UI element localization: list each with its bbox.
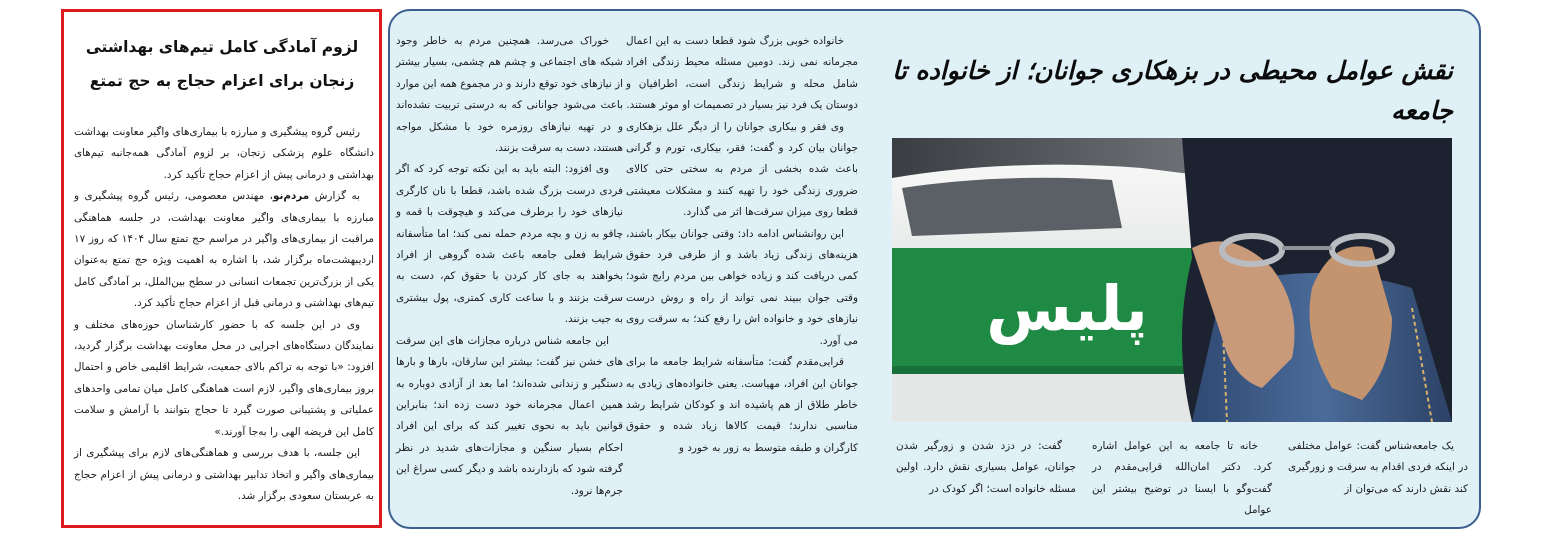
side-article-box (61, 9, 382, 528)
report-rest: ، مهندس معصومی، رئیس گروه پیشگیری و مبارزه با بیماری‌های واگیر معاونت بهداشت، در جلسه هماهنگی مراقبت از بیماری‌های واگیر در مراسم حج تمتع سال ۱۴۰۴ که روز ۱۷ اردیبهشت‌ماه برگزار شد، با اشاره به اهمیت ویژه حج تمتع به‌عنوان یکی از بزرگ‌ترین تجمعات انسانی در سطح بین‌الملل، بر آمادگی کامل تیم‌های بهداشتی و درمانی قبل از اعزام حجاج تأکید کرد. (74, 190, 375, 310)
article-paragraph: وی فقر و بیکاری جوانان را از دیگر علل بزهکاری جوانان بیان کرد و گفت: فقر، بیکاری، تورم و گرانی باعث شده بخشی از مردم به سختی حتی کالای ضروری زندگی خود را تهیه کنند و مشکلات معیشتی قطعا روی میزان سرقت‌ها اثر می گذارد. (626, 120, 858, 219)
intro-column-middle (1092, 436, 1272, 522)
photo-illustration (892, 138, 1452, 422)
side-paragraph: رئیس گروه پیشگیری و مبارزه با بیماری‌های واگیر معاونت بهداشت دانشگاه علوم پزشکی زنجان، بر لزوم آمادگی همه‌جانبه تیم‌های بهداشتی و درمانی پیش از اعزام حجاج تأکید کرد. (74, 126, 374, 181)
report-source: مردم‌نو (272, 190, 310, 203)
side-article-body (74, 122, 374, 507)
article-intro-row (888, 436, 1468, 522)
side-article-title: لزوم آمادگی کامل تیم‌های بهداشتی زنجان برای اعزام حجاج به حج تمتع (85, 38, 359, 90)
intro-paragraph: گفت: در دزد شدن و زورگیر شدن جوانان، عوامل بسیاری نقش دارد. اولین مسئله خانواده است؛ اگر کودک در (896, 440, 1076, 495)
main-article-panel (388, 9, 1481, 529)
article-headline: نقش عوامل محیطی در بزهکاری جوانان؛ از خانواده تا جامعه (892, 56, 1453, 125)
intro-paragraph: خانه تا جامعه به این عوامل اشاره کرد. دکتر امان‌الله قرایی‌مقدم در گفت‌وگو با ایسنا در توضیح بیشتر این عوامل (1092, 440, 1272, 517)
intro-column-right (1288, 436, 1468, 500)
side-paragraph: این جلسه، با هدف بررسی و هماهنگی‌های لازم برای پیشگیری از بیماری‌های واگیر و اتخاذ تدابیر بهداشتی و درمانی پیش از اعزام حجاج به عربستان سعودی برگزار شد. (74, 447, 374, 502)
side-paragraph-report (74, 186, 374, 314)
article-paragraph: وی افزود: البته باید به این نکته توجه کرد که اگر فردی درست بزرگ شده باشد، قطعا با نان کارگری نیازهای خود را برطرف می‌کند و هیچوقت با قمه و چاقو به زن و بچه مردم حمله نمی کند؛ اما متأسفانه شرایط فعلی جامعه باعث شده گروهی از افراد بخواهند به جای کار کردن با حقوق کم، دست به سرقت بزنند و با ساعت کاری کمتری، پول بیشتری به جیب بزنند. (396, 163, 623, 326)
article-paragraph: خوراک می‌رسد. همچنین مردم به خاطر وجود شبکه های اجتماعی و چشم هم چشمی، بسیار بیشتر از نیازهای خود توقع دارند و در مجموع همه این موارد باعث می‌شود جوانانی که به درستی تربیت نشده‌اند و در تهیه نیازهای روزمره خود با مشکل مواجه هستند، دست به سرقت بزنند. (396, 35, 623, 155)
intro-paragraph: یک جامعه‌شناس گفت: عوامل مختلفی در اینکه فردی اقدام به سرقت و زورگیری کند نقش دارند که می‌توان از (1288, 440, 1468, 495)
article-column-middle (626, 31, 858, 459)
article-paragraph: خانواده خوبی بزرگ شود قطعا دست به این اعمال مجرمانه نمی زند. دومین مسئله محیط زندگی افراد شامل محله و شرایط زندگی است، اطرافیان و دوستان یک فرد نیز بسیار در تصمیمات او موثر هستند. (626, 35, 858, 112)
side-paragraph: وی در این جلسه که با حضور کارشناسان حوزه‌های مختلف و نمایندگان دستگاه‌های اجرایی در محل معاونت بهداشت برگزار گردید، افزود: «با توجه به تراکم بالای جمعیت، شرایط اقلیمی خاص و احتمال بروز بیماری‌های واگیر، لازم است هماهنگی کامل میان تمامی واحدهای عملیاتی و پشتیبانی صورت گیرد تا حجاج بتوانند با آرامش و سلامت کامل این فریضه الهی را به‌جا آورند.» (74, 318, 374, 438)
article-paragraph: قرایی‌مقدم گفت: متأسفانه شرایط جامعه ما برای جوانان این افراد، مهیاست. یعنی خانواده‌های زیادی به خاطر طلاق از هم پاشیده اند و کودکان شرایط رشد مناسبی ندارند؛ قیمت کالاها زیاد شده و حقوق کارگران و طبقه متوسط به زور به خورد و (626, 356, 858, 454)
police-arrest-photo (892, 138, 1452, 422)
report-prefix: به گزارش (314, 190, 360, 203)
police-sign-text: پلیس (986, 272, 1148, 345)
intro-column-left (896, 436, 1076, 500)
article-paragraph: این روانشناس ادامه داد: وقتی جوانان بیکار باشند، هزینه‌های زندگی زیاد باشد و از طرفی فرد حقوق کمی دریافت کند و زیاده خواهی بین مردم رایج شود؛ وقتی جوان ببیند نمی تواند از راه و روش درست نیازهای خود و خانواده اش را رفع کند؛ به سرقت روی می آورد. (626, 227, 858, 347)
article-paragraph: این جامعه شناس درباره مجازات های این سرقت های خشن نیز گفت: بیشتر این سارقان، بارها و بارها دستگیر و زندانی شده‌اند؛ اما بعد از آزادی دوباره به همین اعمال مجرمانه خود دست زده اند؛ بنابراین قوانین باید به نحوی تغییر کند که برای این افراد احکام بسیار سنگین و مجازات‌های شدید در نظر گرفته شود که بازدارنده باشد و دیگر کسی سراغ این جرم‌ها نرود. (396, 334, 623, 497)
article-column-left (396, 31, 623, 502)
